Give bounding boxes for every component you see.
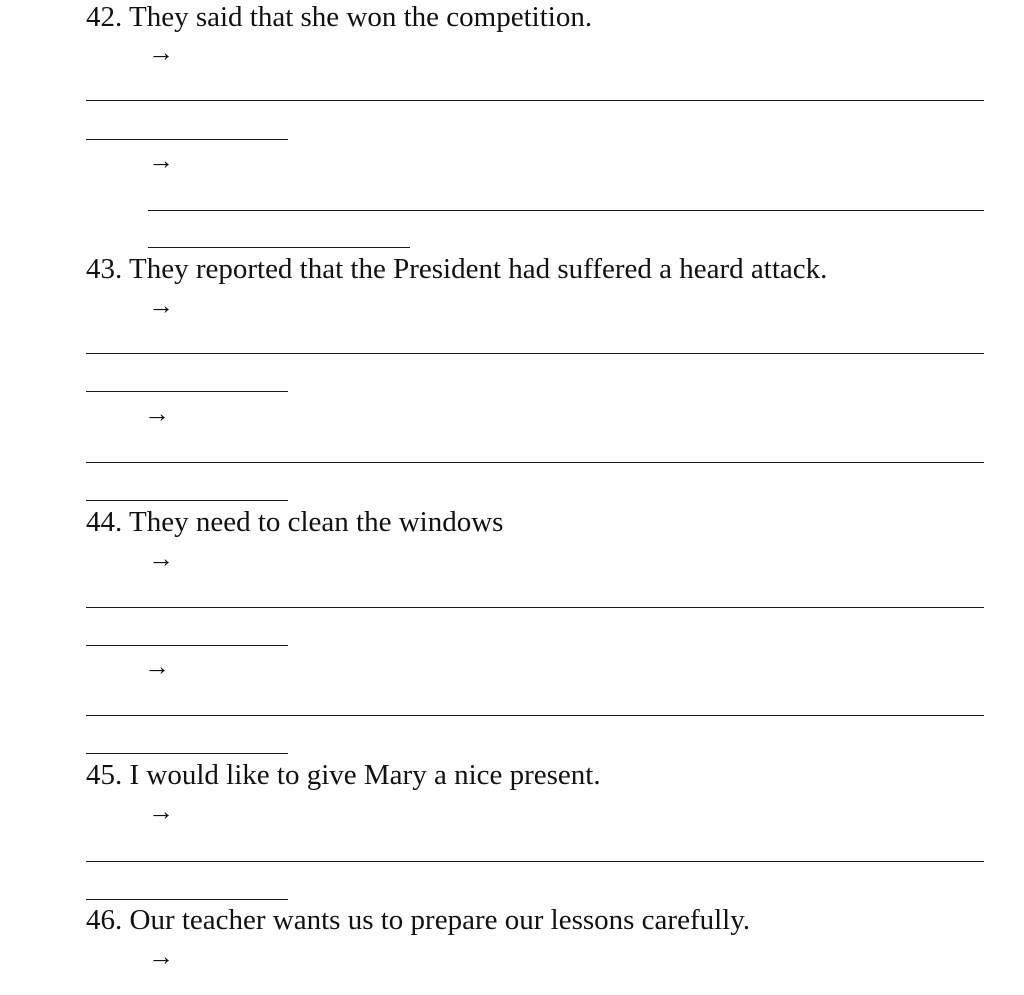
answer-line[interactable] [86,645,288,646]
question-number: 44. [86,506,123,538]
question-46 [86,903,750,937]
question-43 [86,252,827,286]
question-number: 46. [86,904,123,936]
question-text: They need to clean the windows [128,506,504,538]
arrow-icon: → [144,652,170,681]
arrow-icon: → [148,38,174,67]
answer-line[interactable] [86,353,984,354]
question-text: Our teacher wants us to prepare our lessons carefully. [129,904,751,936]
answer-line[interactable] [86,391,288,392]
question-text: I would like to give Mary a nice present. [129,759,601,791]
arrow-icon: → [148,544,174,573]
question-45 [86,758,601,792]
question-number: 43. [86,253,123,285]
answer-line[interactable] [86,899,288,900]
question-44 [86,505,503,539]
answer-line[interactable] [86,861,984,862]
arrow-icon: → [148,942,174,971]
answer-line[interactable] [86,607,984,608]
answer-line[interactable] [148,247,410,248]
arrow-icon: → [148,291,174,320]
answer-line[interactable] [86,715,984,716]
arrow-icon: → [144,399,170,428]
question-42 [86,0,592,34]
question-text: They said that she won the competition. [128,1,593,33]
arrow-icon: → [148,146,174,175]
answer-line[interactable] [86,500,288,501]
question-number: 45. [86,759,123,791]
answer-line[interactable] [86,139,288,140]
arrow-icon: → [148,797,174,826]
question-number: 42. [86,1,123,33]
question-text: They reported that the President had suffered a heard attack. [128,253,828,285]
answer-line[interactable] [86,753,288,754]
answer-line[interactable] [148,210,984,211]
answer-line[interactable] [86,462,984,463]
answer-line[interactable] [86,100,984,101]
